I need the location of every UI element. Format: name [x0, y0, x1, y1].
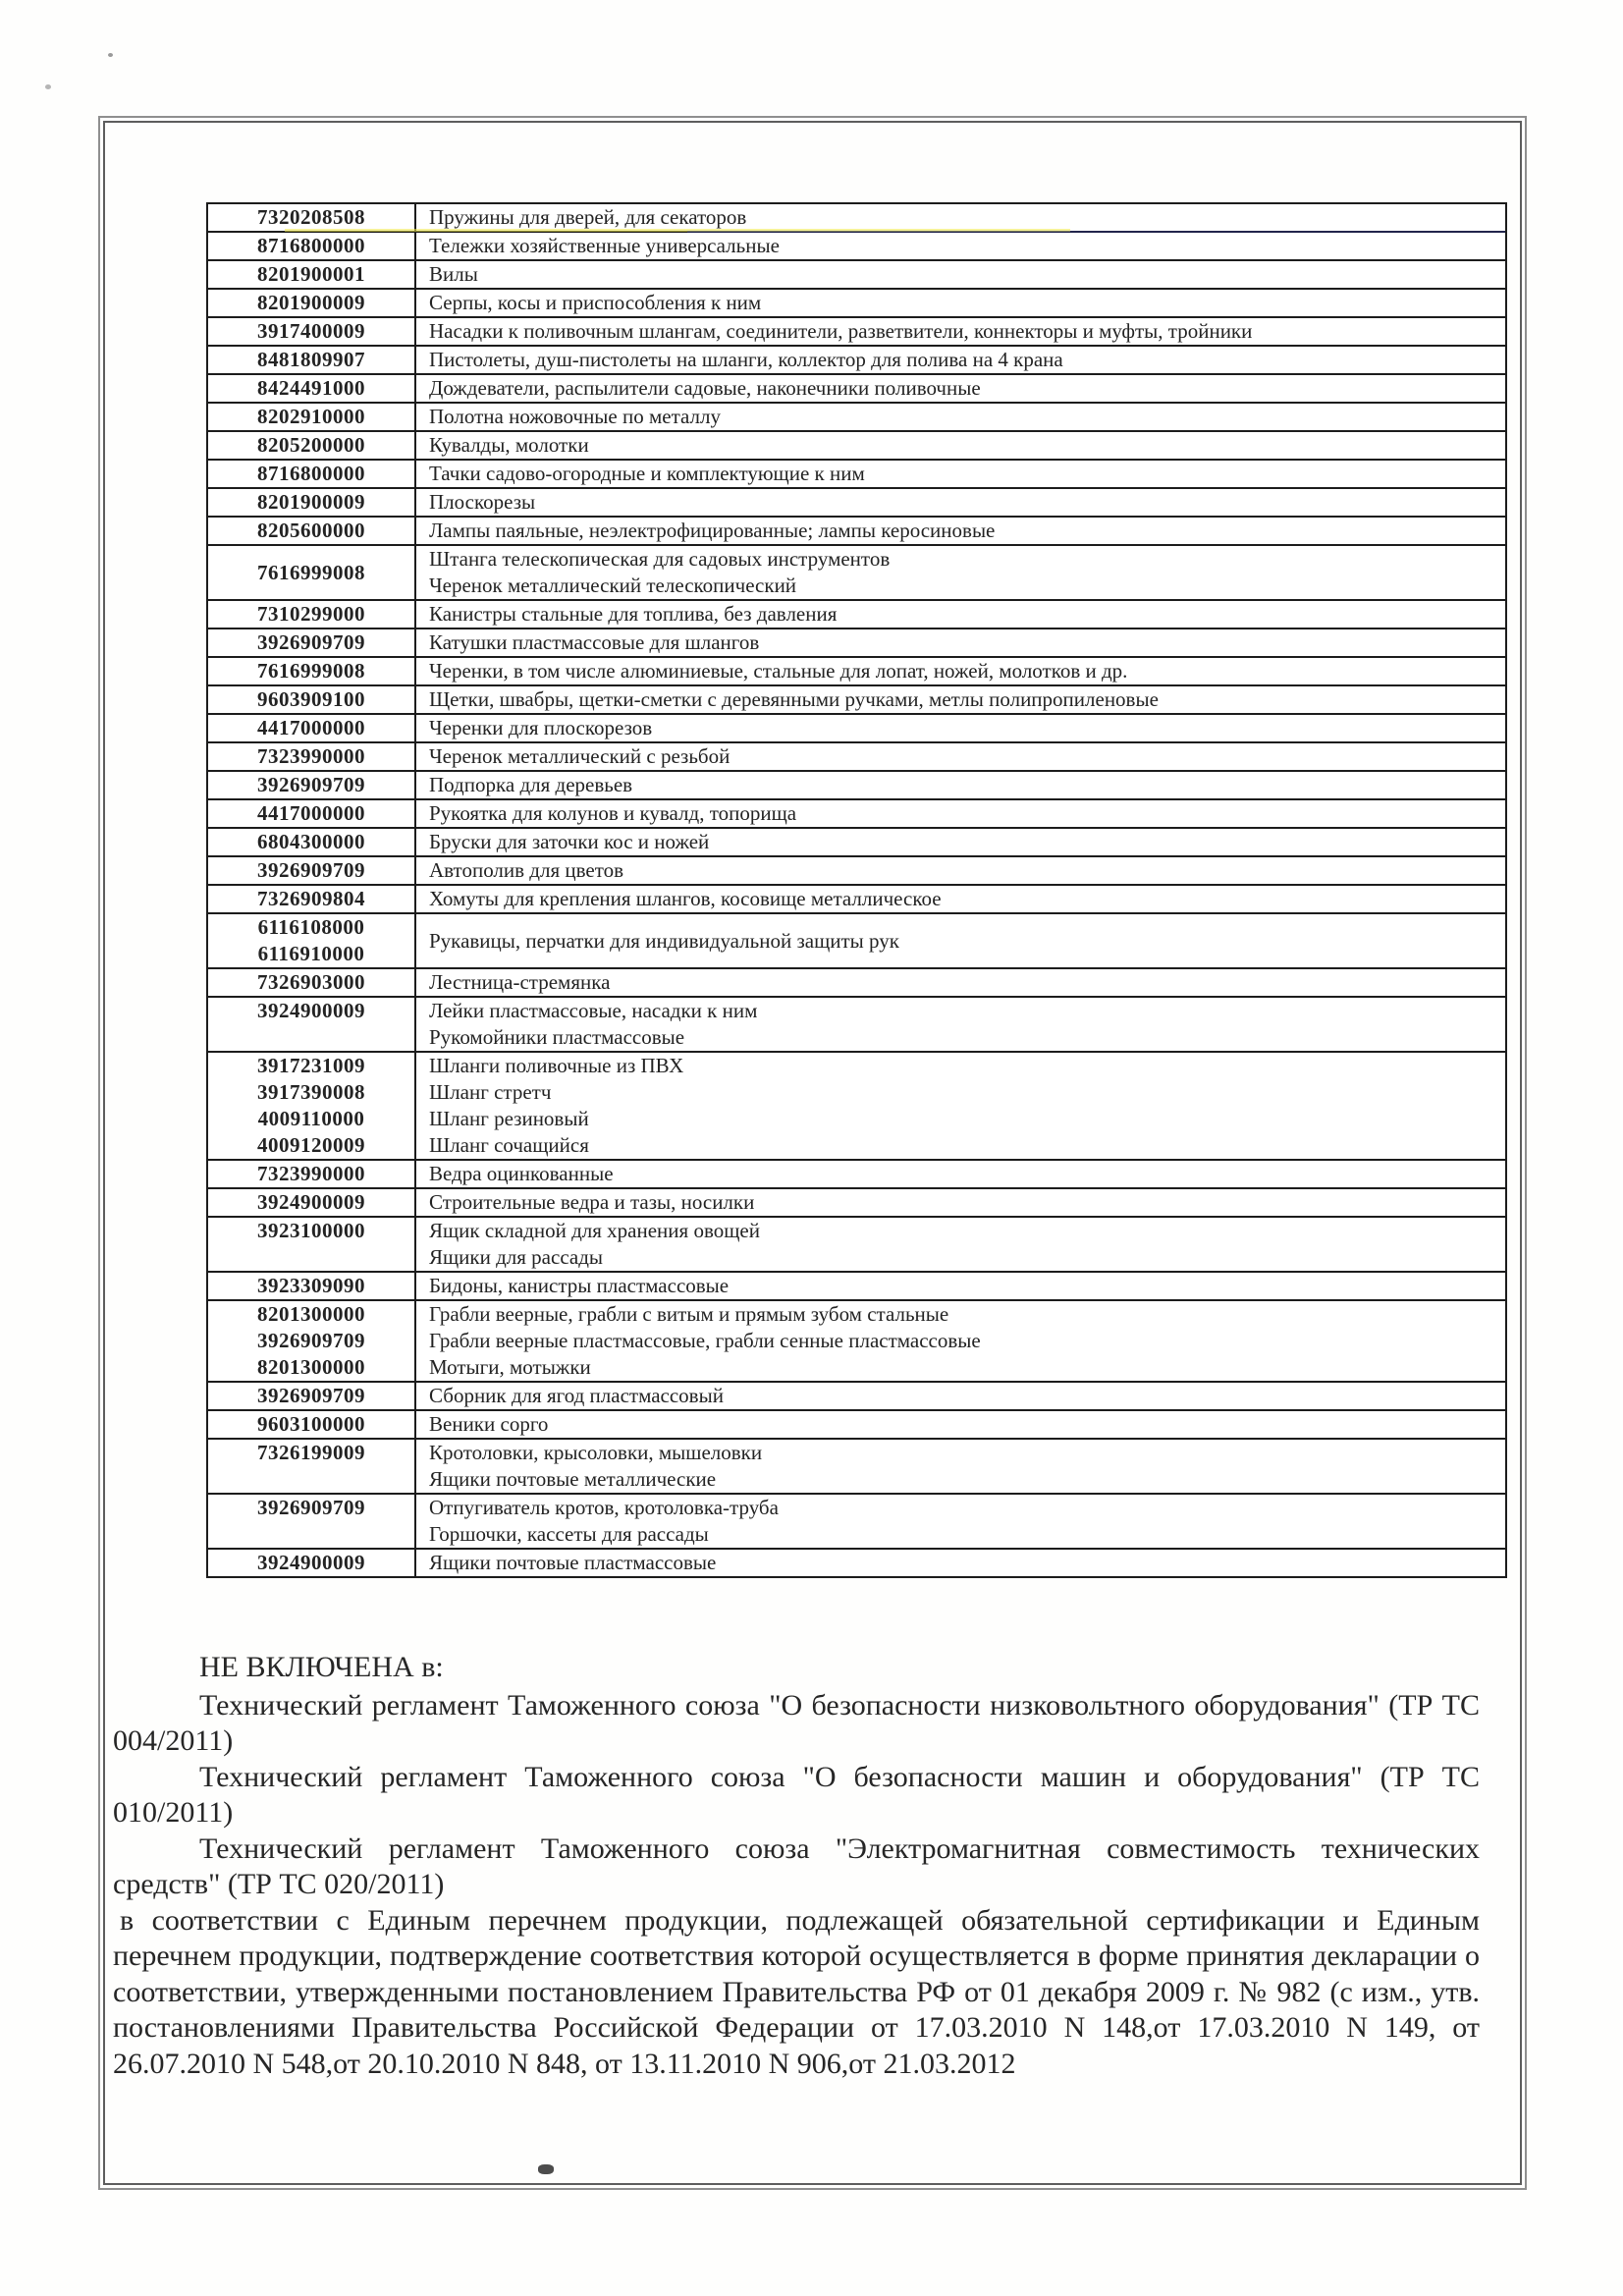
description-item: Ящик складной для хранения овощей [429, 1219, 760, 1242]
table-row [208, 1189, 1505, 1218]
regulation-paragraph: Технический регламент Таможенного союза "О безопасности низковольтного оборудования" (ТР ТС 004/2011) [113, 1688, 1480, 1757]
table-row [208, 1301, 1505, 1383]
code-value: 8201900009 [257, 291, 365, 314]
table-row [208, 969, 1505, 998]
description-item: Шланг стретч [429, 1080, 552, 1104]
code-value: 7616999008 [257, 560, 365, 584]
code-value: 7326903000 [257, 970, 365, 994]
table-row [208, 347, 1505, 375]
description-item: Шланг сочащийся [429, 1133, 589, 1157]
code-value: 9603909100 [257, 687, 365, 711]
code-cell [208, 658, 416, 684]
description-item: Рукавицы, перчатки для индивидуальной защиты рук [429, 928, 899, 953]
table-row [208, 318, 1505, 347]
code-cell [208, 290, 416, 316]
code-cell [208, 233, 416, 259]
code-cell [208, 1218, 416, 1271]
code-value: 8201900001 [257, 262, 365, 286]
table-row [208, 1053, 1505, 1161]
description-item: Тележки хозяйственные универсальные [429, 234, 780, 257]
table-row [208, 461, 1505, 489]
code-cell [208, 998, 416, 1051]
description-cell [416, 432, 1505, 459]
description-cell [416, 489, 1505, 516]
code-cell [208, 261, 416, 288]
description-item: Пружины для дверей, для секаторов [429, 205, 747, 229]
code-cell [208, 686, 416, 713]
table-row [208, 290, 1505, 318]
description-cell [416, 914, 1505, 967]
description-item: Черенок металлический с резьбой [429, 744, 730, 768]
table-row [208, 518, 1505, 546]
description-item: Подпорка для деревьев [429, 773, 633, 796]
table-row [208, 233, 1505, 261]
code-cell [208, 857, 416, 884]
code-value: 3926909709 [257, 630, 365, 654]
table-row [208, 772, 1505, 800]
description-item: Хомуты для крепления шлангов, косовище металлическое [429, 887, 942, 910]
description-cell [416, 347, 1505, 373]
code-cell [208, 1440, 416, 1493]
code-value: 7326199009 [257, 1441, 365, 1464]
description-item: Черенки для плоскорезов [429, 716, 653, 739]
table-row [208, 914, 1505, 969]
code-value: 3923309090 [257, 1274, 365, 1297]
code-value: 3917400009 [257, 319, 365, 343]
code-cell [208, 318, 416, 345]
description-cell [416, 658, 1505, 684]
table-row [208, 432, 1505, 461]
code-cell [208, 489, 416, 516]
description-item: Шланг резиновый [429, 1107, 589, 1130]
description-cell [416, 1189, 1505, 1216]
description-item: Автополив для цветов [429, 858, 624, 882]
code-value: 6116910000 [257, 942, 365, 965]
table-row [208, 658, 1505, 686]
code-value: 3924900009 [257, 1190, 365, 1214]
table-row [208, 1273, 1505, 1301]
table-row [208, 546, 1505, 601]
code-cell [208, 743, 416, 770]
code-value: 4009120009 [257, 1133, 365, 1157]
description-cell [416, 233, 1505, 259]
description-cell [416, 290, 1505, 316]
code-value: 3926909709 [257, 1496, 365, 1519]
table-row [208, 1161, 1505, 1189]
code-cell [208, 800, 416, 827]
description-item: Грабли веерные, грабли с витым и прямым зубом стальные [429, 1302, 949, 1326]
code-value: 3926909709 [257, 1329, 365, 1352]
table-row [208, 261, 1505, 290]
code-value: 8205200000 [257, 433, 365, 457]
description-item: Шланги поливочные из ПВХ [429, 1054, 684, 1077]
description-item: Отпугиватель кротов, кротоловка-труба [429, 1496, 779, 1519]
description-item: Катушки пластмассовые для шлангов [429, 630, 760, 654]
code-cell [208, 914, 416, 967]
code-cell [208, 1383, 416, 1409]
description-cell [416, 1495, 1505, 1548]
code-cell [208, 969, 416, 996]
description-cell [416, 518, 1505, 544]
code-cell [208, 375, 416, 402]
table-row [208, 1383, 1505, 1411]
code-value: 4417000000 [257, 801, 365, 825]
table-row [208, 998, 1505, 1053]
scan-speck [45, 84, 51, 89]
code-value: 8716800000 [257, 462, 365, 485]
description-cell [416, 404, 1505, 430]
description-cell [416, 829, 1505, 855]
description-item: Рукоятка для колунов и кувалд, топорища [429, 801, 797, 825]
code-value: 4009110000 [257, 1107, 365, 1130]
description-item: Кротоловки, крысоловки, мышеловки [429, 1441, 763, 1464]
description-item: Ящики почтовые пластмассовые [429, 1551, 717, 1574]
description-item: Бидоны, канистры пластмассовые [429, 1274, 730, 1297]
table-row [208, 743, 1505, 772]
description-cell [416, 686, 1505, 713]
description-cell [416, 1411, 1505, 1438]
description-cell [416, 204, 1505, 231]
code-cell [208, 1495, 416, 1548]
description-item: Канистры стальные для топлива, без давления [429, 602, 838, 626]
code-cell [208, 1053, 416, 1159]
description-cell [416, 1550, 1505, 1576]
regulation-paragraph: Технический регламент Таможенного союза "Электромагнитная совместимость технических средств" (ТР ТС 020/2011) [113, 1831, 1480, 1900]
code-cell [208, 772, 416, 798]
code-cell [208, 1550, 416, 1576]
table-row [208, 1411, 1505, 1440]
description-item: Лестница-стремянка [429, 970, 611, 994]
code-value: 8201900009 [257, 490, 365, 514]
description-cell [416, 1301, 1505, 1381]
footer-paragraph: в соответствии с Единым перечнем продукции, подлежащей обязательной сертификации и Единым перечнем продукции, подтверждение соответствия которой осуществляется в форме принятия декларации о соответствии, утвержденными постановлением Правительства РФ от 01 декабря 2009 г. № 982 (с изм., утв. постановлениями Правительства Российской Федерации от 17.03.2010 N 148,от 17.03.2010 N 149, от 26.07.2010 N 548,от 20.10.2010 N 848, от 13.11.2010 N 906,от 21.03.2012 [113, 1903, 1480, 2080]
code-value: 3923100000 [257, 1219, 365, 1242]
code-value: 3924900009 [257, 999, 365, 1022]
table-row [208, 1550, 1505, 1578]
code-cell [208, 546, 416, 599]
description-item: Серпы, косы и приспособления к ним [429, 291, 762, 314]
description-item: Кувалды, молотки [429, 433, 589, 457]
code-cell [208, 1301, 416, 1381]
description-item: Лейки пластмассовые, насадки к ним [429, 999, 758, 1022]
code-value: 6116108000 [257, 915, 365, 939]
code-cell [208, 886, 416, 912]
description-item: Ящики почтовые металлические [429, 1467, 717, 1491]
table-row [208, 715, 1505, 743]
table-row [208, 1218, 1505, 1273]
code-value: 7326909804 [257, 887, 365, 910]
code-cell [208, 715, 416, 741]
description-cell [416, 461, 1505, 487]
code-value: 4417000000 [257, 716, 365, 739]
description-cell [416, 601, 1505, 628]
description-item: Мотыги, мотыжки [429, 1355, 591, 1379]
description-cell [416, 743, 1505, 770]
code-value: 8716800000 [257, 234, 365, 257]
description-item: Бруски для заточки кос и ножей [429, 830, 710, 853]
description-item: Дождеватели, распылители садовые, наконечники поливочные [429, 376, 981, 400]
code-value: 3917231009 [257, 1054, 365, 1077]
regulation-paragraph: Технический регламент Таможенного союза "О безопасности машин и оборудования" (ТР ТС 010/2011) [113, 1760, 1480, 1829]
description-item: Горшочки, кассеты для рассады [429, 1522, 709, 1546]
table-row [208, 489, 1505, 518]
table-row [208, 686, 1505, 715]
description-cell [416, 1273, 1505, 1299]
description-cell [416, 261, 1505, 288]
description-item: Насадки к поливочным шлангам, соединители, разветвители, коннекторы и муфты, тройники [429, 319, 1253, 343]
code-cell [208, 1273, 416, 1299]
description-item: Ящики для рассады [429, 1245, 604, 1269]
not-included-section [113, 1650, 1480, 2082]
description-item: Рукомойники пластмассовые [429, 1025, 685, 1049]
code-cell [208, 347, 416, 373]
code-value: 8481809907 [257, 348, 365, 371]
code-cell [208, 829, 416, 855]
description-cell [416, 1383, 1505, 1409]
description-item: Черенок металлический телескопический [429, 574, 797, 597]
description-cell [416, 800, 1505, 827]
description-item: Ведра оцинкованные [429, 1162, 614, 1185]
code-value: 6804300000 [257, 830, 365, 853]
code-value: 7616999008 [257, 659, 365, 683]
table-row [208, 1495, 1505, 1550]
code-value: 8205600000 [257, 519, 365, 542]
code-value: 7323990000 [257, 1162, 365, 1185]
code-value: 3924900009 [257, 1551, 365, 1574]
table-row [208, 1440, 1505, 1495]
table-row [208, 375, 1505, 404]
description-cell [416, 1440, 1505, 1493]
description-cell [416, 857, 1505, 884]
code-cell [208, 601, 416, 628]
code-cell [208, 404, 416, 430]
description-cell [416, 1053, 1505, 1159]
code-value: 8201300000 [257, 1355, 365, 1379]
table-row [208, 404, 1505, 432]
code-cell [208, 1189, 416, 1216]
scan-speck [108, 53, 113, 57]
code-cell [208, 629, 416, 656]
description-cell [416, 546, 1505, 599]
code-cell [208, 1161, 416, 1187]
description-cell [416, 1218, 1505, 1271]
description-cell [416, 1161, 1505, 1187]
description-item: Веники сорго [429, 1412, 549, 1436]
code-value: 3926909709 [257, 1384, 365, 1407]
code-value: 7310299000 [257, 602, 365, 626]
table-row [208, 829, 1505, 857]
description-item: Лампы паяльные, неэлектрофицированные; лампы керосиновые [429, 519, 996, 542]
code-value: 3926909709 [257, 858, 365, 882]
code-value: 8202910000 [257, 405, 365, 428]
table-row [208, 204, 1505, 233]
code-cell [208, 1411, 416, 1438]
code-value: 8201300000 [257, 1302, 365, 1326]
code-value: 3917390008 [257, 1080, 365, 1104]
description-item: Пистолеты, душ-пистолеты на шланги, коллектор для полива на 4 крана [429, 348, 1063, 371]
description-item: Штанга телескопическая для садовых инструментов [429, 547, 891, 571]
code-value: 7320208508 [257, 205, 365, 229]
code-cell [208, 204, 416, 231]
table-row [208, 886, 1505, 914]
description-item: Сборник для ягод пластмассовый [429, 1384, 724, 1407]
description-cell [416, 715, 1505, 741]
description-item: Плоскорезы [429, 490, 536, 514]
description-item: Строительные ведра и тазы, носилки [429, 1190, 755, 1214]
description-item: Вилы [429, 262, 478, 286]
code-cell [208, 432, 416, 459]
table-row [208, 857, 1505, 886]
description-cell [416, 318, 1505, 345]
description-cell [416, 969, 1505, 996]
not-included-heading: НЕ ВКЛЮЧЕНА в: [199, 1651, 444, 1683]
description-item: Черенки, в том числе алюминиевые, стальные для лопат, ножей, молотков и др. [429, 659, 1128, 683]
description-cell [416, 629, 1505, 656]
description-cell [416, 998, 1505, 1051]
code-value: 7323990000 [257, 744, 365, 768]
code-value: 8424491000 [257, 376, 365, 400]
table-row [208, 601, 1505, 629]
description-item: Полотна ножовочные по металлу [429, 405, 721, 428]
description-cell [416, 772, 1505, 798]
code-cell [208, 461, 416, 487]
customs-codes-table [206, 202, 1507, 1578]
description-cell [416, 375, 1505, 402]
description-item: Тачки садово-огородные и комплектующие к ним [429, 462, 865, 485]
table-row [208, 629, 1505, 658]
description-item: Щетки, швабры, щетки-сметки с деревянными ручками, метлы полипропиленовые [429, 687, 1159, 711]
description-item: Грабли веерные пластмассовые, грабли сенные пластмассовые [429, 1329, 981, 1352]
code-value: 9603100000 [257, 1412, 365, 1436]
code-value: 3926909709 [257, 773, 365, 796]
table-row [208, 800, 1505, 829]
description-cell [416, 886, 1505, 912]
code-cell [208, 518, 416, 544]
